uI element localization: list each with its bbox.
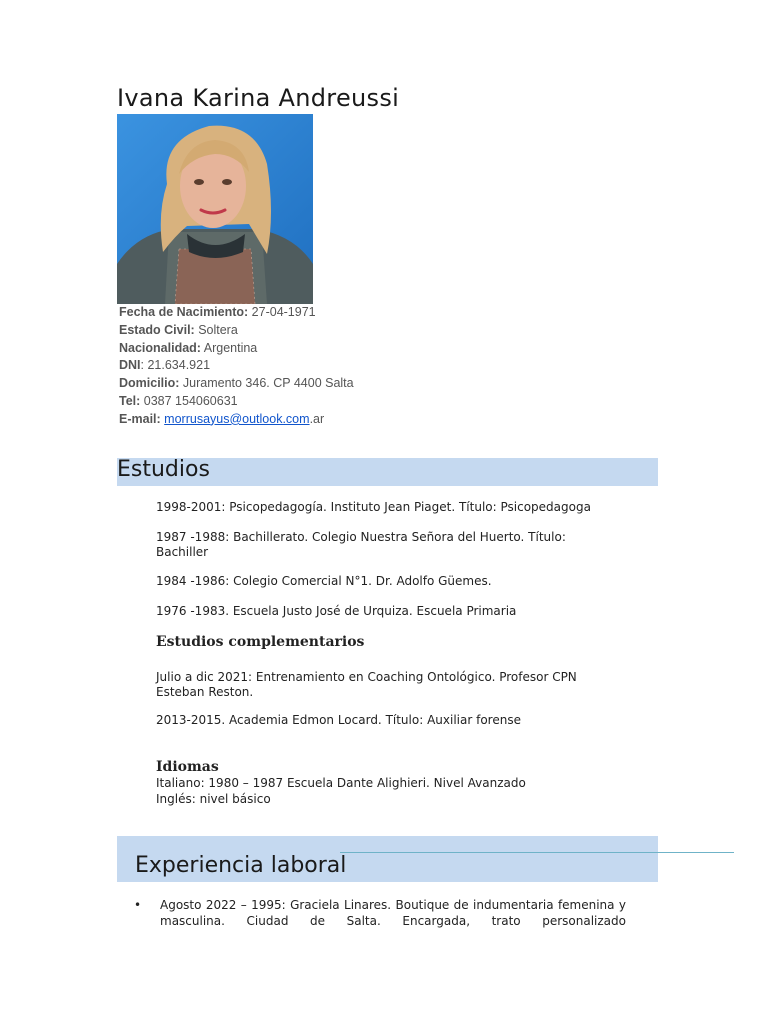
marital-status-row <box>119 322 539 340</box>
header-rule <box>340 852 734 853</box>
personal-label: DNI <box>119 358 141 373</box>
email-link[interactable]: morrusayus@outlook.com <box>164 411 310 426</box>
dni-row <box>119 357 539 375</box>
personal-info <box>119 304 539 429</box>
experiencia-text: Agosto 2022 – 1995: Graciela Linares. Boutique de indumentaria femenina y masculina. Ciudad de Salta. Encargada, trato personalizado <box>160 898 626 928</box>
personal-value: 0387 154060631 <box>140 393 238 408</box>
email-row <box>119 411 539 429</box>
cv-name: Ivana Karina Andreussi <box>117 84 400 112</box>
experiencia-heading: Experiencia laboral <box>135 853 347 878</box>
profile-photo <box>117 114 313 304</box>
phone-row <box>119 393 539 411</box>
personal-value: : 21.634.921 <box>140 358 211 373</box>
experiencia-item <box>134 897 626 929</box>
estudio-item: 1984 -1986: Colegio Comercial N°1. Dr. Adolfo Güemes. <box>156 574 492 588</box>
personal-value: Argentina <box>200 340 258 355</box>
idioma-item: Italiano: 1980 – 1987 Escuela Dante Alighieri. Nivel Avanzado <box>156 776 526 790</box>
idiomas-heading: Idiomas <box>156 759 219 775</box>
email-label: E-mail: <box>119 411 161 426</box>
estudios-heading: Estudios <box>117 457 210 482</box>
personal-value: 27-04-1971 <box>248 305 316 319</box>
birth-date-row <box>119 304 539 322</box>
personal-label: Tel: <box>119 393 141 408</box>
email-suffix: .ar <box>309 411 325 426</box>
nationality-row <box>119 340 539 358</box>
personal-label: Estado Civil: <box>119 322 195 337</box>
address-row <box>119 375 539 393</box>
bullet-icon: • <box>134 898 142 912</box>
estudio-item: 1998-2001: Psicopedagogía. Instituto Jean Piaget. Título: Psicopedagoga <box>156 500 591 514</box>
complementarios-heading: Estudios complementarios <box>156 634 365 650</box>
estudio-item: 1976 -1983. Escuela Justo José de Urquiza. Escuela Primaria <box>156 604 517 618</box>
personal-value: Soltera <box>194 322 238 337</box>
complementario-item: 2013-2015. Academia Edmon Locard. Título: Auxiliar forense <box>156 713 521 727</box>
profile-photo-image <box>117 114 313 304</box>
complementario-item: Julio a dic 2021: Entrenamiento en Coaching Ontológico. Profesor CPN Esteban Reston. <box>156 670 577 699</box>
personal-label: Nacionalidad: <box>119 340 201 355</box>
personal-label: Fecha de Nacimiento: <box>119 305 249 319</box>
idioma-item: Inglés: nivel básico <box>156 792 271 806</box>
personal-value: Juramento 346. CP 4400 Salta <box>179 376 354 391</box>
estudio-item: 1987 -1988: Bachillerato. Colegio Nuestra Señora del Huerto. Título: Bachiller <box>156 530 566 559</box>
personal-label: Domicilio: <box>119 376 180 391</box>
